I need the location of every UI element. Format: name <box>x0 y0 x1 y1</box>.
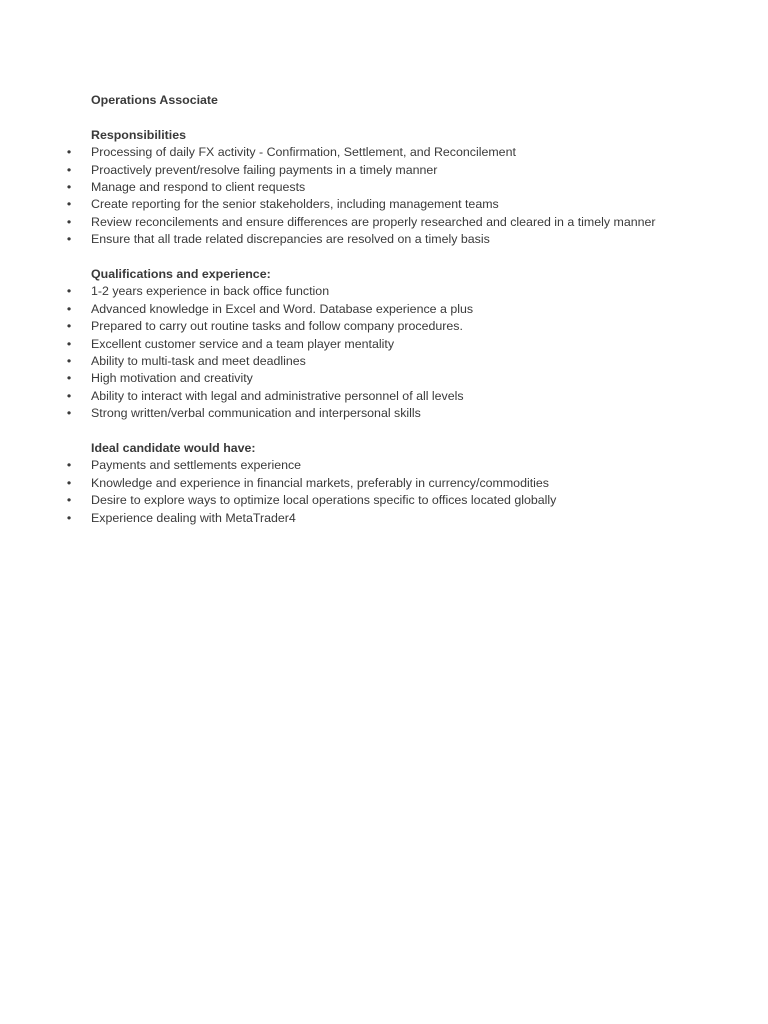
bullet-icon: • <box>66 284 72 299</box>
bullet-icon: • <box>66 301 72 316</box>
list-item-text: Ability to interact with legal and administrative personnel of all levels <box>91 388 464 403</box>
bullet-list <box>0 457 768 527</box>
section-qualifications <box>0 266 768 423</box>
bullet-list <box>0 283 768 422</box>
bullet-icon: • <box>66 319 72 334</box>
bullet-icon: • <box>66 510 72 525</box>
document-body <box>0 92 768 545</box>
list-item-text: Prepared to carry out routine tasks and follow company procedures. <box>91 319 463 334</box>
bullet-icon: • <box>66 180 72 195</box>
list-item <box>0 144 768 161</box>
list-item <box>0 214 768 231</box>
bullet-icon: • <box>66 475 72 490</box>
list-item <box>0 162 768 179</box>
list-item <box>0 318 768 335</box>
list-item <box>0 405 768 422</box>
list-item-text: High motivation and creativity <box>91 371 253 386</box>
list-item <box>0 301 768 318</box>
list-item-text: Experience dealing with MetaTrader4 <box>91 510 296 525</box>
list-item-text: Create reporting for the senior stakeholders, including management teams <box>91 197 499 212</box>
bullet-icon: • <box>66 406 72 421</box>
list-item-text: Desire to explore ways to optimize local operations specific to offices located globally <box>91 493 557 508</box>
bullet-icon: • <box>66 493 72 508</box>
section-responsibilities <box>0 127 768 249</box>
list-item <box>0 457 768 474</box>
section-heading: Responsibilities <box>91 127 187 142</box>
bullet-icon: • <box>66 232 72 247</box>
bullet-icon: • <box>66 354 72 369</box>
bullet-icon: • <box>66 214 72 229</box>
list-item <box>0 283 768 300</box>
list-item-text: Processing of daily FX activity - Confirmation, Settlement, and Reconcilement <box>91 145 516 160</box>
list-item-text: 1-2 years experience in back office function <box>91 284 330 299</box>
bullet-icon: • <box>66 162 72 177</box>
section-heading: Ideal candidate would have: <box>91 441 256 456</box>
list-item-text: Proactively prevent/resolve failing payments in a timely manner <box>91 162 438 177</box>
bullet-icon: • <box>66 336 72 351</box>
bullet-icon: • <box>66 145 72 160</box>
list-item-text: Strong written/verbal communication and interpersonal skills <box>91 406 421 421</box>
list-item-text: Payments and settlements experience <box>91 458 302 473</box>
list-item <box>0 353 768 370</box>
list-item <box>0 475 768 492</box>
list-item-text: Manage and respond to client requests <box>91 180 306 195</box>
list-item-text: Knowledge and experience in financial markets, preferably in currency/commodities <box>91 475 549 490</box>
bullet-icon: • <box>66 197 72 212</box>
list-item-text: Ensure that all trade related discrepancies are resolved on a timely basis <box>91 232 490 247</box>
list-item <box>0 370 768 387</box>
list-item <box>0 336 768 353</box>
list-item <box>0 492 768 509</box>
bullet-icon: • <box>66 388 72 403</box>
list-item <box>0 510 768 527</box>
list-item-text: Advanced knowledge in Excel and Word. Database experience a plus <box>91 301 474 316</box>
list-item <box>0 231 768 248</box>
list-item-text: Ability to multi-task and meet deadlines <box>91 354 306 369</box>
bullet-icon: • <box>66 371 72 386</box>
section-heading: Qualifications and experience: <box>91 267 271 282</box>
list-item <box>0 179 768 196</box>
section-ideal-candidate <box>0 440 768 527</box>
list-item-text: Review reconcilements and ensure differences are properly researched and cleared in a timely manner <box>91 214 656 229</box>
list-item <box>0 388 768 405</box>
list-item <box>0 196 768 213</box>
list-item-text: Excellent customer service and a team player mentality <box>91 336 395 351</box>
bullet-icon: • <box>66 458 72 473</box>
bullet-list <box>0 144 768 248</box>
job-title: Operations Associate <box>91 93 218 107</box>
